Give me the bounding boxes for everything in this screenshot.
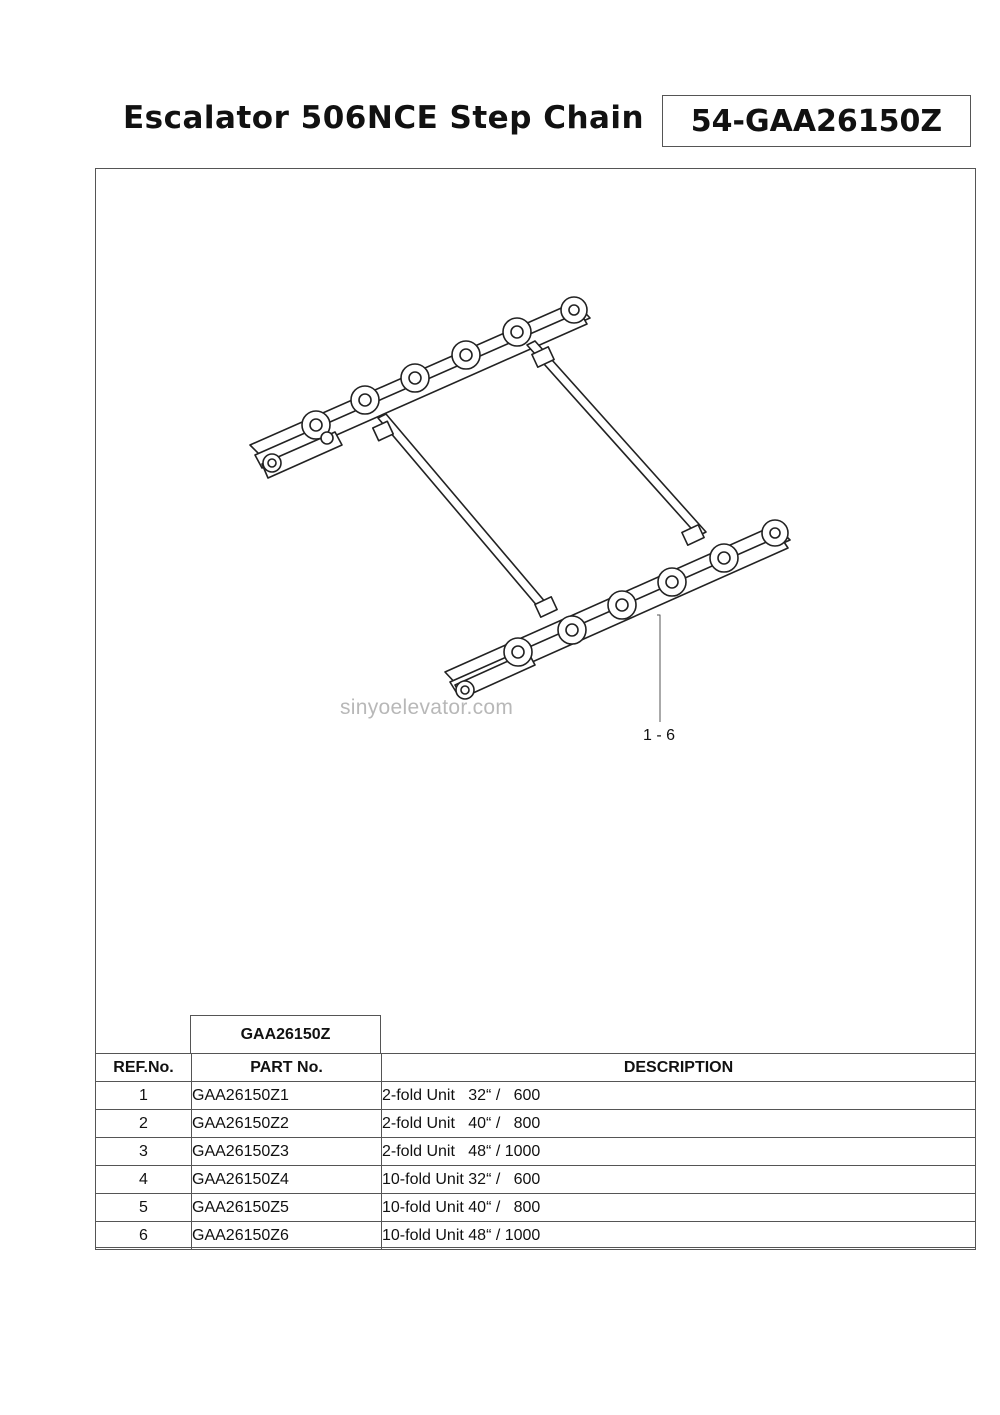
ref-cell: 1 <box>96 1082 192 1110</box>
page-title: Escalator 506NCE Step Chain <box>123 100 645 136</box>
table-row <box>96 1194 976 1222</box>
table-row <box>96 1166 976 1194</box>
ref-cell: 2 <box>96 1110 192 1138</box>
upper-chain <box>250 297 590 478</box>
part-cell: GAA26150Z2 <box>192 1110 382 1138</box>
ref-cell: 3 <box>96 1138 192 1166</box>
table-row <box>96 1082 976 1110</box>
desc-cell: 10-fold Unit 40“ / 800 <box>382 1194 976 1222</box>
table-row <box>96 1110 976 1138</box>
desc-cell: 10-fold Unit 48“ / 1000 <box>382 1222 976 1250</box>
part-group-header: GAA26150Z <box>190 1015 381 1054</box>
col-ref-no: REF.No. <box>96 1054 192 1082</box>
part-cell: GAA26150Z3 <box>192 1138 382 1166</box>
part-cell: GAA26150Z4 <box>192 1166 382 1194</box>
desc-cell: 10-fold Unit 32“ / 600 <box>382 1166 976 1194</box>
ref-cell: 6 <box>96 1222 192 1250</box>
desc-cell: 2-fold Unit 32“ / 600 <box>382 1082 976 1110</box>
desc-cell: 2-fold Unit 40“ / 800 <box>382 1110 976 1138</box>
table-header-row <box>96 1054 976 1082</box>
col-part-no: PART No. <box>192 1054 382 1082</box>
ref-cell: 4 <box>96 1166 192 1194</box>
col-description: DESCRIPTION <box>382 1054 976 1082</box>
callout-label: 1 - 6 <box>643 727 676 744</box>
table-row <box>96 1222 976 1250</box>
part-code: 54-GAA26150Z <box>690 103 943 139</box>
part-cell: GAA26150Z6 <box>192 1222 382 1250</box>
callout-leader <box>657 615 660 722</box>
desc-cell: 2-fold Unit 48“ / 1000 <box>382 1138 976 1166</box>
table-row <box>96 1138 976 1166</box>
watermark-text: sinyoelevator.com <box>340 696 514 719</box>
ref-cell: 5 <box>96 1194 192 1222</box>
part-cell: GAA26150Z1 <box>192 1082 382 1110</box>
part-cell: GAA26150Z5 <box>192 1194 382 1222</box>
parts-table <box>95 1053 976 1250</box>
